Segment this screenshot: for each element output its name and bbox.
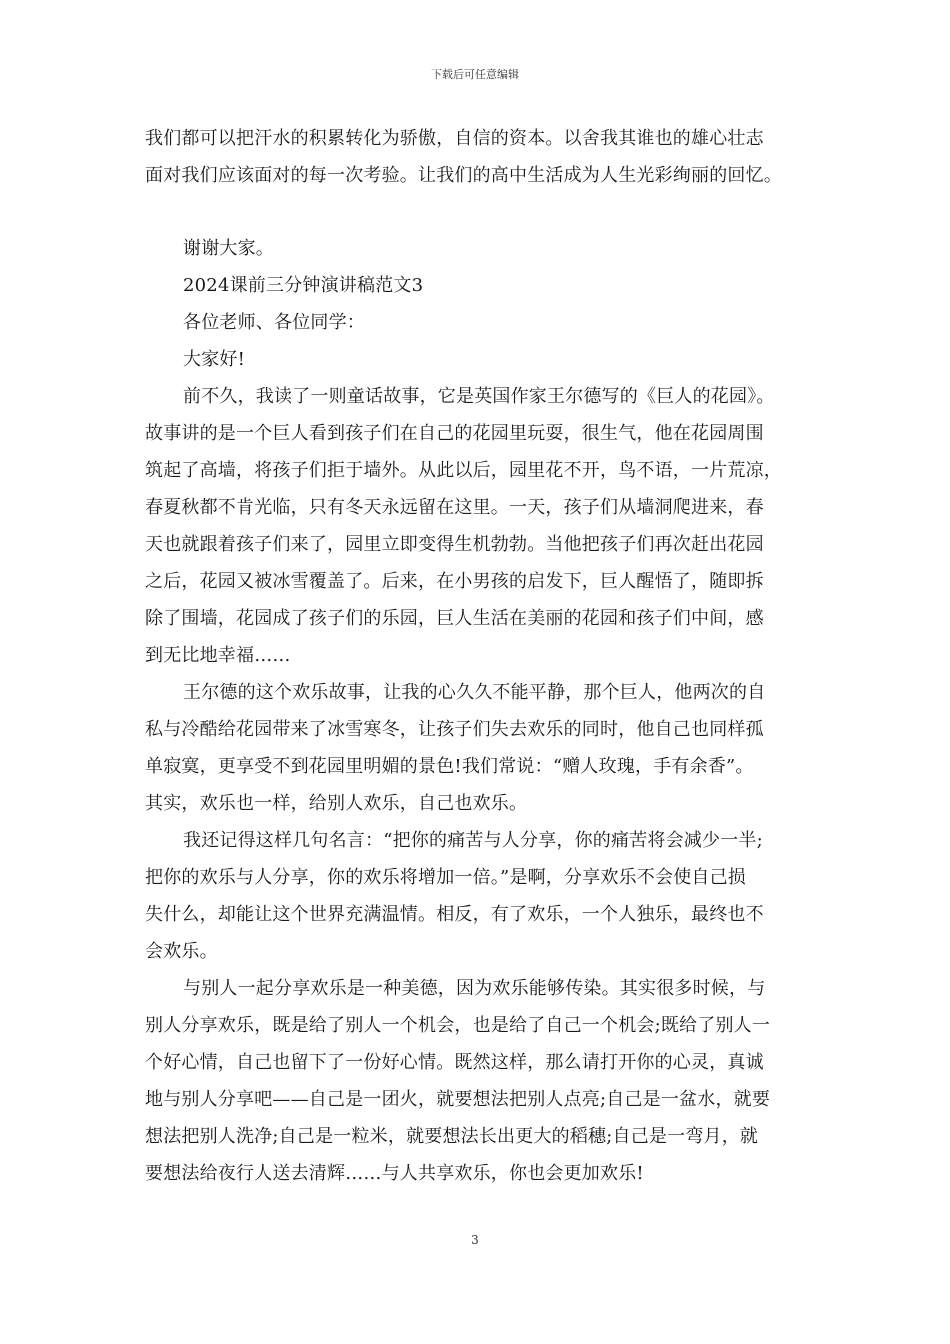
- paragraph-line: 除了围墙，花园成了孩子们的乐园，巨人生活在美丽的花园和孩子们中间，感: [145, 608, 764, 629]
- paragraphs-container: [145, 378, 809, 1192]
- paragraph-line: 单寂寞，更享受不到花园里明媚的景色!我们常说：“赠人玫瑰，手有余香”。: [145, 756, 754, 777]
- paragraph-line: 王尔德的这个欢乐故事，让我的心久久不能平静，那个巨人，他两次的自: [183, 682, 766, 703]
- paragraph-line: 故事讲的是一个巨人看到孩子们在自己的花园里玩耍，很生气，他在花园周围: [145, 423, 764, 444]
- document-body: [145, 120, 809, 1192]
- body-line: 面对我们应该面对的每一次考验。让我们的高中生活成为人生光彩绚丽的回忆。: [145, 165, 782, 186]
- paragraph-line: 前不久，我读了一则童话故事，它是英国作家王尔德写的《巨人的花园》。: [183, 386, 775, 407]
- page-number: 3: [471, 1233, 479, 1247]
- paragraph-line: 与别人一起分享欢乐是一种美德，因为欢乐能够传染。其实很多时候，与: [183, 978, 766, 999]
- paragraph-line: 别人分享欢乐，既是给了别人一个机会，也是给了自己一个机会;既给了别人一: [145, 1015, 771, 1036]
- paragraph-line: 地与别人分享吧——自己是一团火，就要想法把别人点亮;自己是一盆水，就要: [145, 1089, 771, 1110]
- paragraph-line: 失什么，却能让这个世界充满温情。相反，有了欢乐，一个人独乐，最终也不: [145, 904, 764, 925]
- thanks-line: 谢谢大家。: [183, 238, 274, 259]
- paragraph-line: 筑起了高墙，将孩子们拒于墙外。从此以后，园里花不开，鸟不语，一片荒凉，: [145, 460, 782, 481]
- paragraph-line: 天也就跟着孩子们来了，园里立即变得生机勃勃。当他把孩子们再次赶出花园: [145, 534, 764, 555]
- paragraph-line: 想法把别人洗净;自己是一粒米，就要想法长出更大的稻穗;自己是一弯月，就: [145, 1126, 759, 1147]
- paragraph-line: 把你的欢乐与人分享，你的欢乐将增加一倍。”是啊，分享欢乐不会使自己损: [145, 867, 746, 888]
- paragraph: [145, 970, 809, 1192]
- paragraph-line: 个好心情，自己也留下了一份好心情。既然这样，那么请打开你的心灵，真诚: [145, 1052, 764, 1073]
- paragraph-line: 其实，欢乐也一样，给别人欢乐，自己也欢乐。: [145, 793, 528, 814]
- body-line: 我们都可以把汗水的积累转化为骄傲，自信的资本。以舍我其谁也的雄心壮志: [145, 128, 764, 149]
- greeting-line: 大家好!: [183, 349, 246, 370]
- paragraph: [145, 822, 809, 970]
- paragraph-gap: [145, 194, 809, 230]
- paragraph-line: 春夏秋都不肯光临，只有冬天永远留在这里。一天，孩子们从墙洞爬进来，春: [145, 497, 764, 518]
- paragraph-line: 私与冷酷给花园带来了冰雪寒冬，让孩子们失去欢乐的同时，他自己也同样孤: [145, 719, 764, 740]
- page-header: 下载后可任意编辑: [431, 68, 519, 81]
- paragraph-line: 之后，花园又被冰雪覆盖了。后来，在小男孩的启发下，巨人醒悟了，随即拆: [145, 571, 764, 592]
- paragraph-line: 要想法给夜行人送去清辉……与人共享欢乐，你也会更加欢乐!: [145, 1163, 644, 1184]
- speech-title: 2024课前三分钟演讲稿范文3: [183, 275, 424, 296]
- paragraph: [145, 674, 809, 822]
- salutation-line: 各位老师、各位同学：: [183, 312, 365, 333]
- paragraph-line: 到无比地幸福……: [145, 645, 291, 666]
- paragraph-line: 我还记得这样几句名言：“把你的痛苦与人分享，你的痛苦将会减少一半;: [183, 830, 763, 851]
- paragraph: [145, 378, 809, 674]
- paragraph-line: 会欢乐。: [145, 941, 218, 962]
